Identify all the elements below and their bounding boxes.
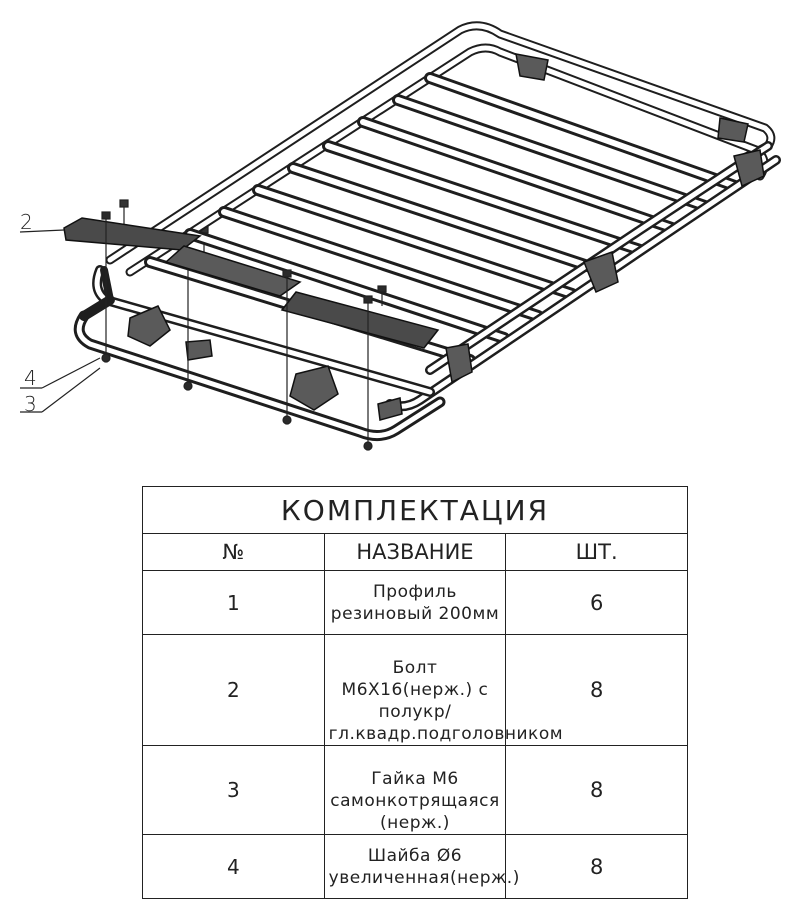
header-quantity: ШТ.	[506, 534, 688, 571]
row-number: 4	[143, 835, 325, 899]
rubber-profile-strips	[64, 218, 438, 348]
row-quantity: 6	[506, 571, 688, 635]
table-title: КОМПЛЕКТАЦИЯ	[143, 487, 688, 534]
callout-2: 2	[20, 210, 33, 234]
row-number: 2	[143, 635, 325, 746]
row-quantity: 8	[506, 835, 688, 899]
row-name	[324, 571, 506, 635]
row-name-text: Шайба Ø6 увеличенная(нерж.)	[328, 845, 520, 888]
cross-bars	[150, 78, 735, 360]
table-row	[143, 835, 688, 899]
header-number: №	[143, 534, 325, 571]
header-name: НАЗВАНИЕ	[324, 534, 506, 571]
row-quantity: 8	[506, 746, 688, 835]
row-name	[324, 835, 520, 899]
table-row	[143, 635, 688, 746]
row-name	[324, 746, 506, 835]
table-row	[143, 571, 688, 635]
row-name-text: Профиль резиновый 200мм	[330, 581, 500, 624]
kit-contents-table	[142, 486, 688, 899]
row-name-text: Гайка М6 самонкотрящаяся (нерж.)	[330, 769, 500, 833]
row-name-text: Болт М6Х16(нерж.) с полукр/гл.квадр.подголовником	[328, 658, 564, 744]
row-number: 1	[143, 571, 325, 635]
row-quantity: 8	[506, 635, 688, 746]
callout-3: 3	[24, 392, 37, 416]
row-number: 3	[143, 746, 325, 835]
table-row	[143, 746, 688, 835]
row-name	[324, 635, 564, 746]
callout-4: 4	[24, 366, 37, 390]
